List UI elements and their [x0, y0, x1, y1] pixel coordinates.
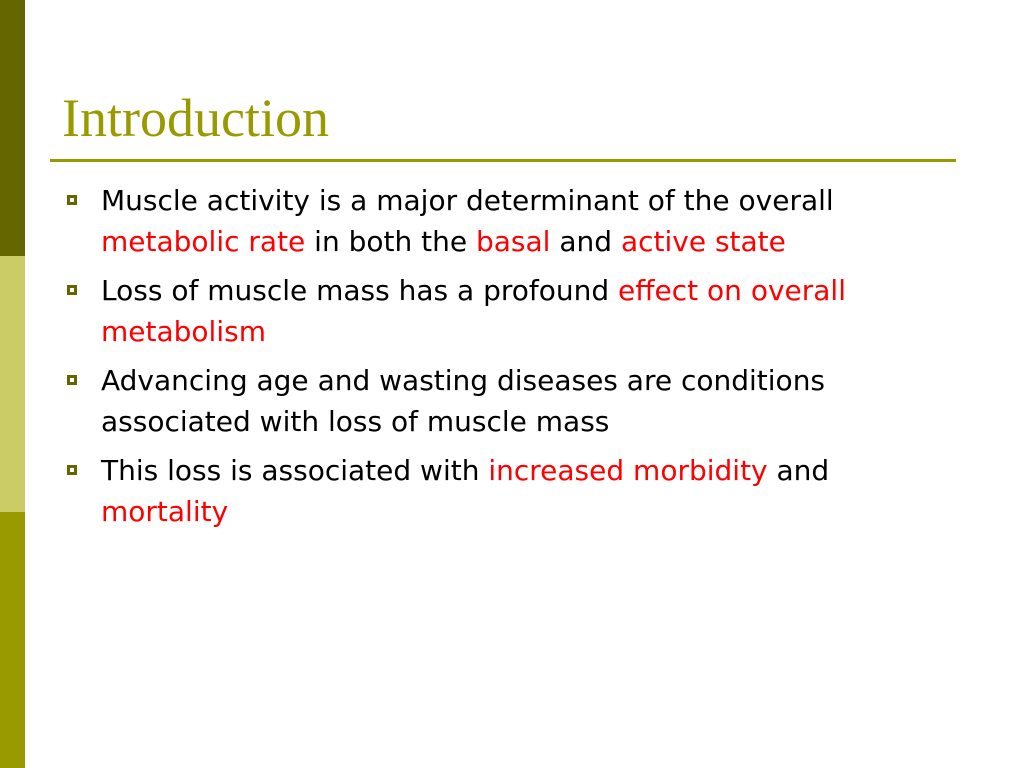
highlighted-text: increased morbidity [488, 454, 768, 487]
bullet-item [62, 450, 942, 532]
slide-title: Introduction [62, 88, 329, 148]
highlighted-text: effect on overall metabolism [101, 274, 846, 348]
square-bullet-icon [67, 465, 77, 475]
side-bar-top [0, 0, 25, 256]
bullet-item [62, 360, 942, 442]
bullet-text: and [550, 225, 621, 258]
bullet-text: in both the [305, 225, 476, 258]
highlighted-text: metabolic rate [101, 225, 306, 258]
bullet-text: and [767, 454, 830, 487]
side-bar-bottom [0, 512, 25, 768]
bullet-text: This loss is associated with [101, 454, 489, 487]
bullet-text: Advancing age and wasting diseases are conditions associated with loss of muscle mass [101, 364, 826, 438]
square-bullet-icon [67, 375, 77, 385]
square-bullet-icon [67, 195, 77, 205]
bullet-item [62, 270, 942, 352]
bullet-text: Loss of muscle mass has a profound [101, 274, 619, 307]
side-bar-middle [0, 256, 25, 512]
highlighted-text: mortality [101, 495, 229, 528]
highlighted-text: active state [620, 225, 786, 258]
square-bullet-icon [67, 285, 77, 295]
title-divider [50, 159, 956, 162]
bullet-list [62, 180, 942, 540]
bullet-text: Muscle activity is a major determinant of the overall [101, 184, 834, 217]
bullet-item [62, 180, 942, 262]
highlighted-text: basal [476, 225, 551, 258]
